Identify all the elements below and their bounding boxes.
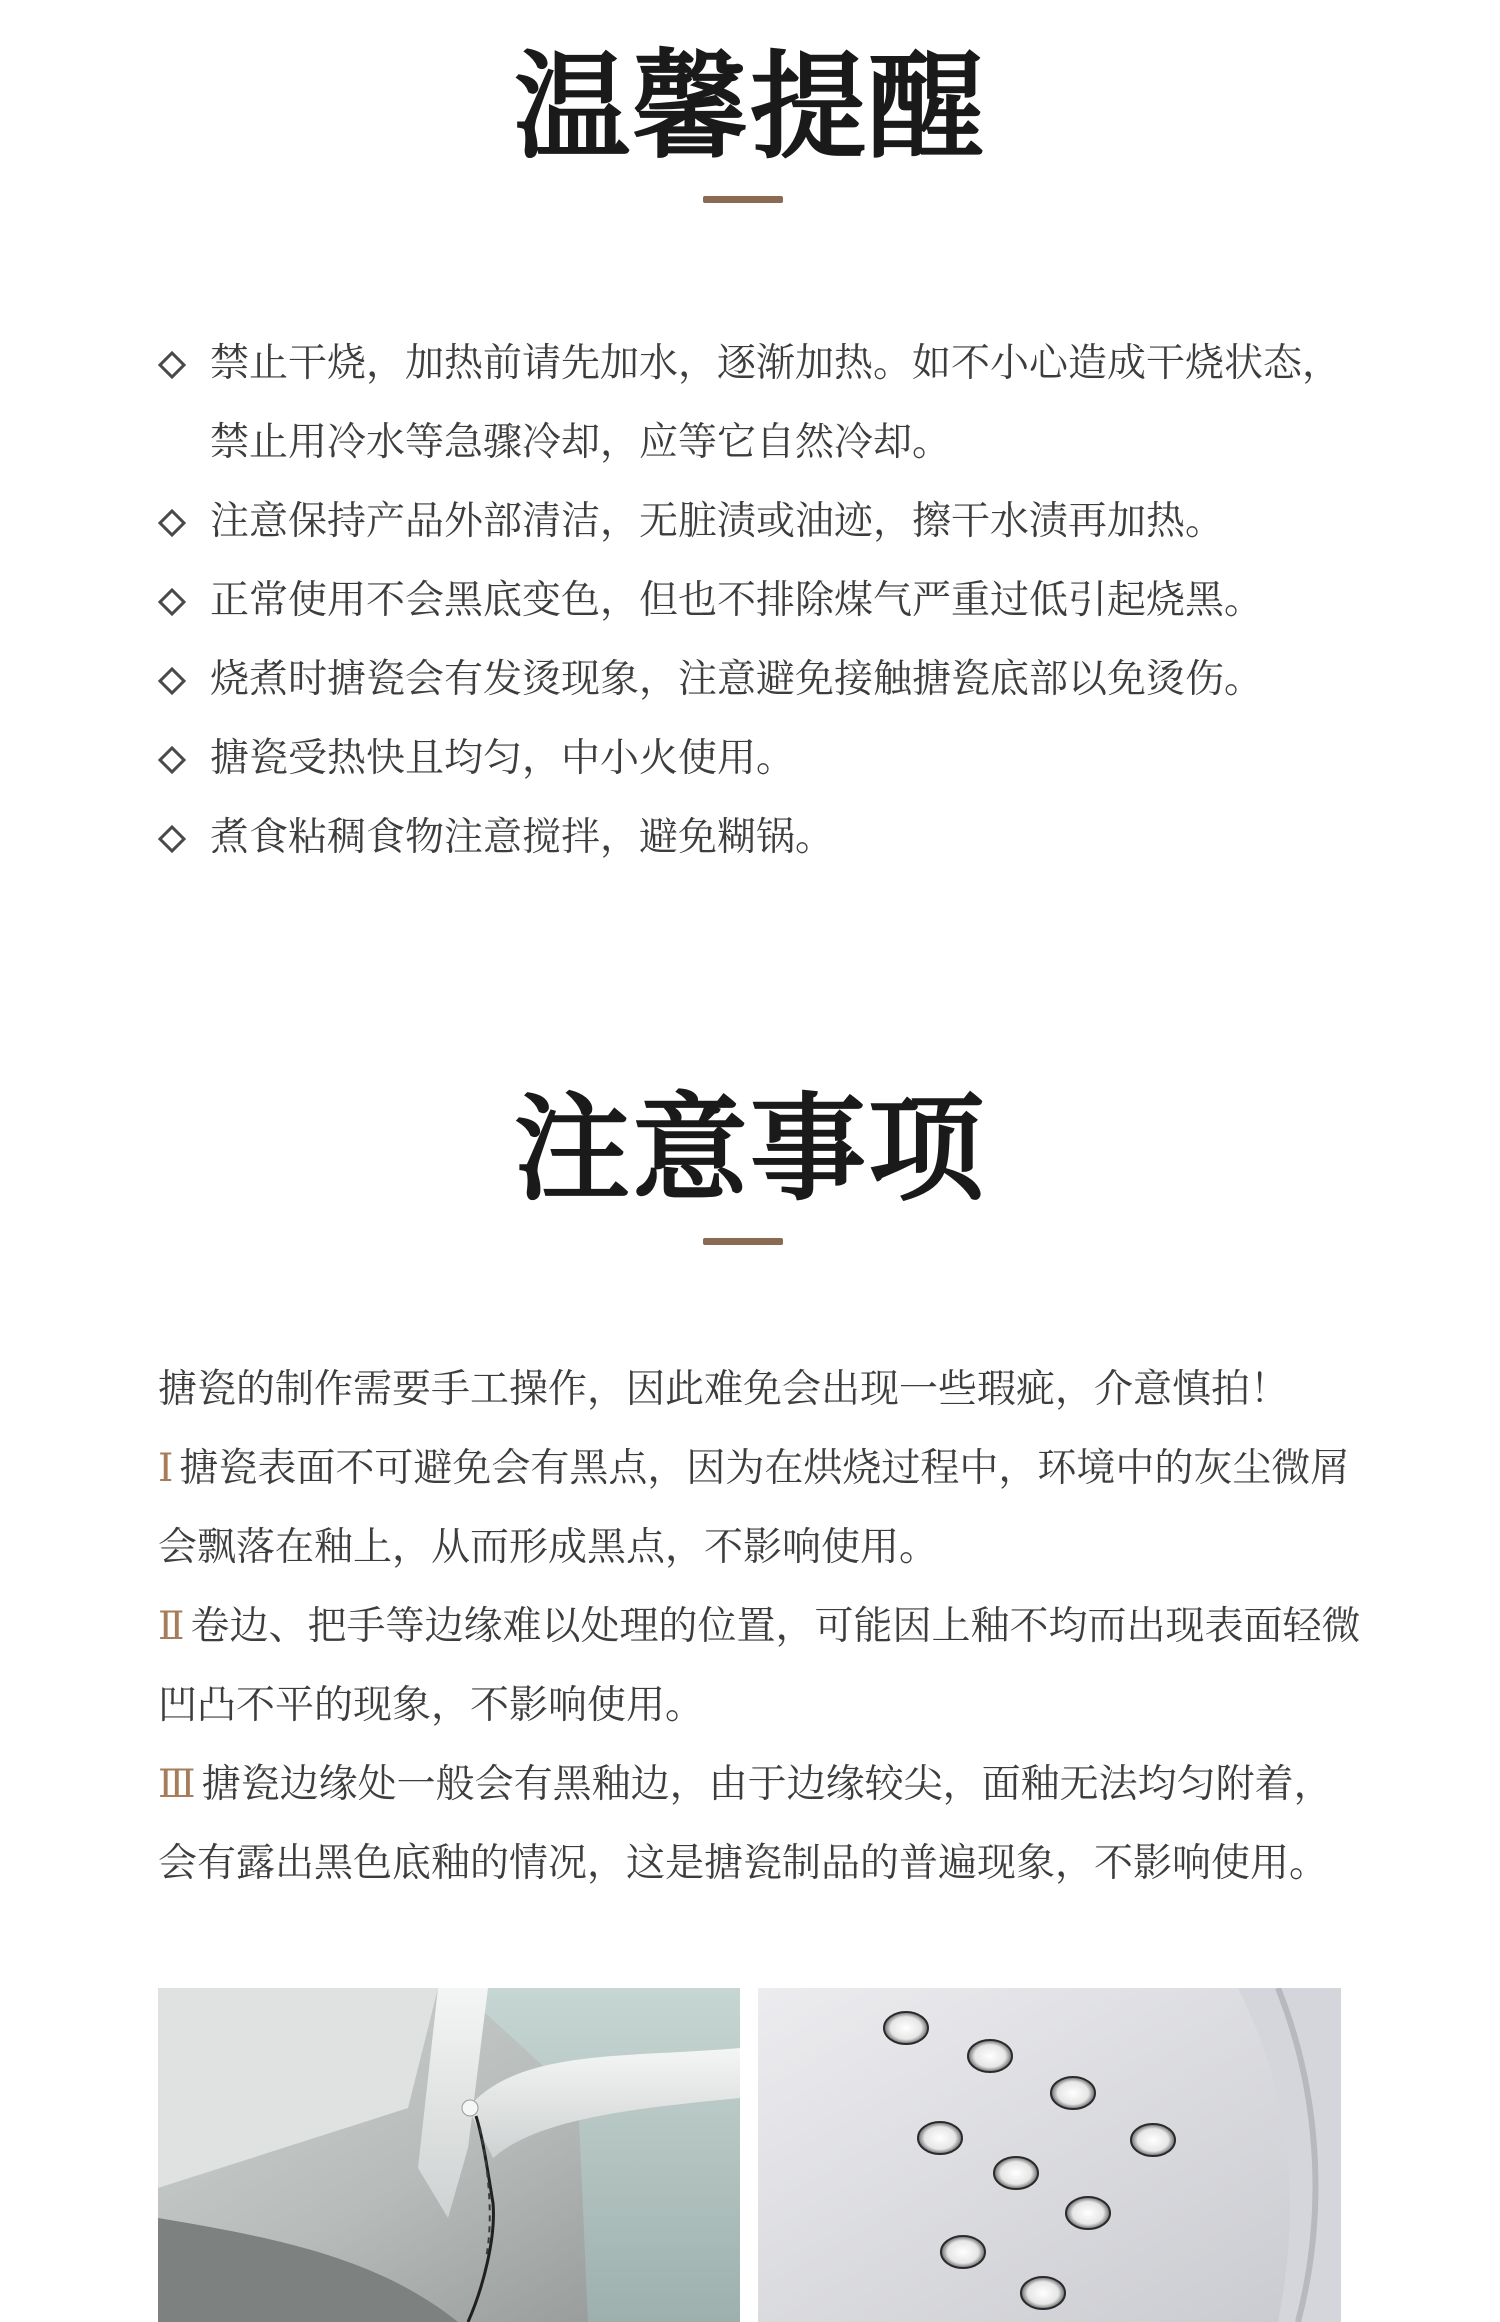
notice-item	[158, 1429, 1368, 1587]
enamel-edge-photo	[158, 1988, 740, 2322]
reminder-item-text: 煮食粘稠食物注意搅拌，避免糊锅。	[210, 815, 835, 860]
diamond-bullet-icon	[158, 746, 186, 774]
diamond-bullet-icon	[158, 588, 186, 616]
reminder-item-text: 注意保持产品外部清洁，无脏渍或油迹，擦干水渍再加热。	[210, 499, 1225, 544]
reminder-item-text: 禁止干烧，加热前请先加水，逐渐加热。如不小心造成干烧状态，禁止用冷水等急骤冷却，应等它自然冷却。	[210, 341, 1342, 465]
reminder-item-text: 正常使用不会黑底变色，但也不排除煤气严重过低引起烧黑。	[210, 578, 1264, 623]
reminder-title: 温馨提醒	[514, 40, 986, 175]
notice-item	[158, 1745, 1368, 1903]
notice-item-text: 搪瓷表面不可避免会有黑点，因为在烘烧过程中，环境中的灰尘微屑会飘落在釉上，从而形成黑点，不影响使用。	[158, 1446, 1350, 1570]
notice-numeral: Ⅱ	[158, 1604, 185, 1649]
notice-numeral: Ⅰ	[158, 1446, 174, 1491]
notice-numeral: Ⅲ	[158, 1762, 196, 1807]
reminder-item	[158, 640, 1358, 719]
diamond-bullet-icon	[158, 667, 186, 695]
diamond-bullet-icon	[158, 509, 186, 537]
enamel-holes-photo	[758, 1988, 1341, 2322]
reminder-list	[158, 324, 1358, 877]
reminder-item-text: 烧煮时搪瓷会有发烫现象，注意避免接触搪瓷底部以免烫伤。	[210, 657, 1264, 702]
reminder-item	[158, 482, 1358, 561]
notice-title: 注意事项	[514, 1082, 986, 1217]
diamond-bullet-icon	[158, 825, 186, 853]
notice-item	[158, 1587, 1368, 1745]
diamond-bullet-icon	[158, 351, 186, 379]
reminder-item	[158, 798, 1358, 877]
reminder-item-text: 搪瓷受热快且均匀，中小火使用。	[210, 736, 796, 781]
notice-intro: 搪瓷的制作需要手工操作，因此难免会出现一些瑕疵，介意慎拍！	[158, 1367, 1290, 1412]
reminder-title-underline	[703, 196, 783, 203]
notice-body	[158, 1350, 1368, 1903]
reminder-item	[158, 561, 1358, 640]
notice-title-underline	[703, 1238, 783, 1245]
reminder-item	[158, 719, 1358, 798]
notice-item-text: 卷边、把手等边缘难以处理的位置，可能因上釉不均而出现表面轻微凹凸不平的现象，不影响使用。	[158, 1604, 1361, 1728]
notice-item-text: 搪瓷边缘处一般会有黑釉边，由于边缘较尖，面釉无法均匀附着，会有露出黑色底釉的情况，这是搪瓷制品的普遍现象，不影响使用。	[158, 1762, 1333, 1886]
reminder-item	[158, 324, 1358, 482]
